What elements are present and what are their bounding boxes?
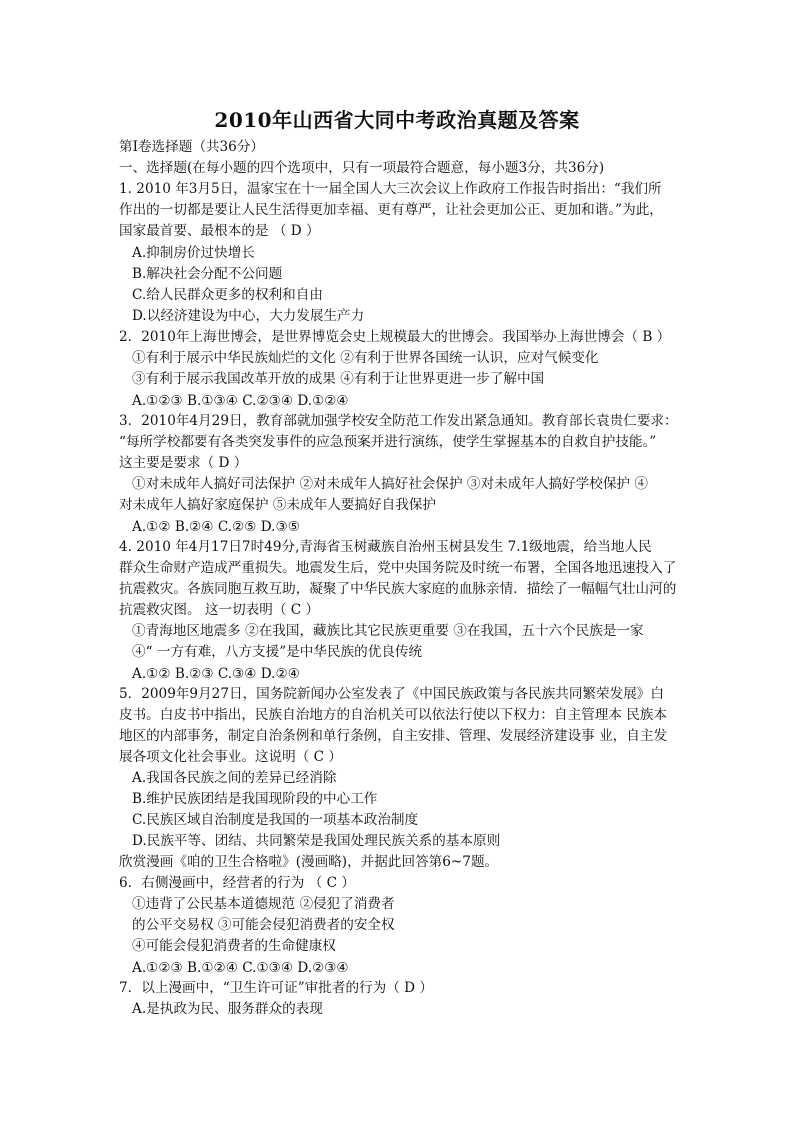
question-2-text: 2．2010年上海世博会，是世界博览会史上规模最大的世博会。我国举办上海世博会（ B ） — [119, 329, 671, 345]
question-5-text: 展各项文化社会事业。这说明（ C ） — [119, 749, 342, 765]
question-1-text: 1. 2010 年3月5日，温家宝在十一届全国人大三次会议上作政府工作报告时指出：“我们所 — [119, 181, 662, 197]
question-3-options: A.①② B.②④ C.②⑤ D.③⑤ — [132, 519, 300, 535]
question-6-options: A.①②③ B.①②④ C.①③④ D.②③④ — [132, 960, 349, 976]
question-2-statement: ③有利于展示我国改革开放的成果 ④有利于让世界更进一步了解中国 — [132, 371, 545, 387]
question-6-text: 6．右侧漫画中，经营者的行为 （ C ） — [119, 875, 355, 891]
question-6-statement: ④可能会侵犯消费者的生命健康权 — [132, 938, 336, 954]
question-1-option: B.解决社会分配不公问题 — [132, 266, 283, 282]
question-3-statement: ①对未成年人搞好司法保护 ②对未成年人搞好社会保护 ③对未成年人搞好学校保护 ④ — [132, 476, 648, 492]
section-instructions: 一、选择题(在每小题的四个选项中，只有一项最符合题意，每小题3分，共36分) — [119, 160, 605, 176]
question-1-option: D.以经济建设为中心，大力发展生产力 — [132, 308, 365, 324]
question-5-text: 地区的内部事务，制定自治条例和单行条例，自主安排、管理、发展经济建设事 业，自主发 — [119, 728, 668, 744]
question-4-text: 抗震救灾。各族同胞互救互助，凝聚了中华民族大家庭的血脉亲情．描绘了一幅幅气壮山河的 — [119, 581, 677, 597]
question-5-option: B.维护民族团结是我国现阶段的中心工作 — [132, 791, 378, 807]
question-1-option: C.给人民群众更多的权利和自由 — [132, 287, 323, 303]
question-3-text: 3．2010年4月29日，教育部就加强学校安全防范工作发出紧急通知。教育部长袁贵仁要求： — [119, 413, 678, 429]
question-7-text: 7．以上漫画中，“卫生许可证”审批者的行为（ D ） — [119, 980, 433, 996]
document-title: 2010年山西省大同中考政治真题及答案 — [214, 108, 580, 132]
question-4-text: 群众生命财产造成严重损失。地震发生后，党中央国务院及时统一布署，全国各地迅速投入了 — [119, 560, 677, 576]
comic-instruction: 欣赏漫画《咱的卫生合格啦》(漫画略)，并据此回答第6~7题。 — [119, 854, 499, 870]
question-2-options: A.①②③ B.①③④ C.②③④ D.①②④ — [132, 393, 349, 409]
question-3-text: “每所学校都要有各类突发事件的应急预案并进行演练，使学生掌握基本的自救自护技能。” — [119, 434, 657, 450]
question-4-statement: ①青海地区地震多 ②在我国，藏族比其它民族更重要 ③在我国，五十六个民族是一家 — [132, 623, 644, 639]
question-5-option: C.民族区域自治制度是我国的一项基本政治制度 — [132, 812, 419, 828]
question-2-statement: ①有利于展示中华民族灿烂的文化 ②有利于世界各国统一认识，应对气候变化 — [132, 350, 599, 366]
question-1-text: 国家最首要、最根本的是 （ D ） — [119, 223, 320, 239]
question-4-text: 4. 2010 年4月17日7时49分,青海省玉树藏族自治州玉树县发生 7.1级地震，给当地人民 — [119, 539, 652, 555]
question-5-text: 皮书。白皮书中指出，民族自治地方的自治机关可以依法行使以下权力：自主管理本 民族本 — [119, 707, 668, 723]
question-4-text: 抗震救灾图。 这一切表明（ C ） — [119, 602, 320, 618]
question-4-statement: ④“ 一方有难，八方支援”是中华民族的优良传统 — [132, 644, 423, 660]
question-5-text: 5．2009年9月27日，国务院新闻办公室发表了《中国民族政策与各民族共同繁荣发展》白 — [119, 686, 664, 702]
question-5-option: A.我国各民族之间的差异已经消除 — [132, 770, 337, 786]
question-5-option: D.民族平等、团结、共同繁荣是我国处理民族关系的基本原则 — [132, 833, 501, 849]
question-6-statement: ①违背了公民基本道德规范 ②侵犯了消费者 — [132, 896, 395, 912]
question-3-statement: 对未成年人搞好家庭保护 ⑤未成年人要搞好自我保护 — [119, 497, 436, 513]
question-4-options: A.①② B.②③ C.③④ D.②④ — [132, 666, 300, 682]
question-1-text: 作出的一切都是要让人民生活得更加幸福、更有尊严，让社会更加公正、更加和谐。”为此， — [119, 202, 663, 218]
question-6-statement: 的公平交易权 ③可能会侵犯消费者的安全权 — [132, 917, 395, 933]
section-heading: 第Ⅰ卷选择题（共36分） — [119, 139, 265, 155]
question-3-text: 这主要是要求（ D ） — [119, 455, 248, 471]
question-1-option: A.抑制房价过快增长 — [132, 245, 255, 261]
question-7-option: A.是执政为民、服务群众的表现 — [132, 1001, 323, 1017]
